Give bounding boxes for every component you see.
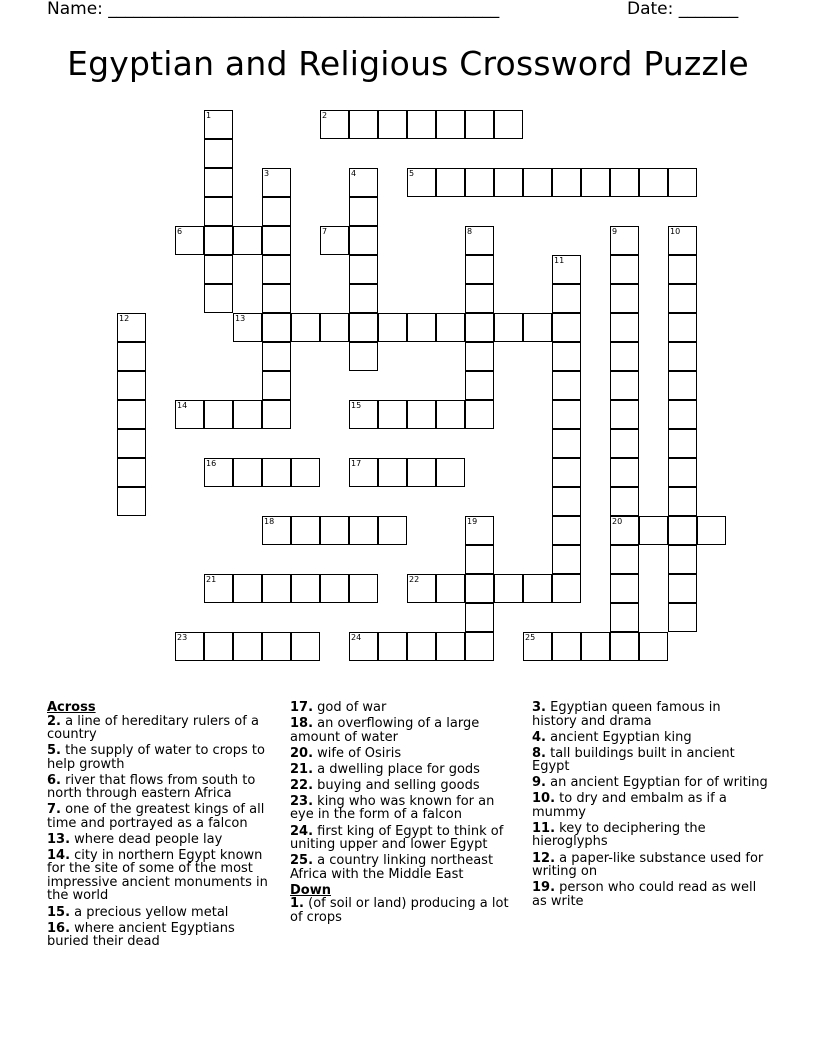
clue-number: 5 [409,169,415,178]
grid-cell[interactable] [581,632,610,661]
grid-cell[interactable] [668,487,697,516]
grid-cell[interactable] [494,110,523,139]
clue-item [47,906,275,920]
grid-cell[interactable] [436,400,465,429]
grid-cell[interactable] [349,110,378,139]
grid-cell[interactable] [378,110,407,139]
grid-cell[interactable] [610,458,639,487]
grid-cell[interactable] [552,545,581,574]
grid-cell[interactable] [639,516,668,545]
grid-cell[interactable] [668,284,697,313]
clue-column-2 [290,701,518,927]
clue-number: 6 [177,227,183,236]
grid-cell[interactable] [610,284,639,313]
grid-cell[interactable] [407,313,436,342]
grid-cell[interactable] [407,110,436,139]
clue-column-3 [532,701,768,911]
grid-cell[interactable] [465,168,494,197]
clue-item-number: 12. [532,850,556,866]
clue-number: 17 [351,459,362,468]
grid-cell[interactable] [117,400,146,429]
grid-cell[interactable] [639,632,668,661]
grid-cell[interactable] [262,342,291,371]
clue-number: 2 [322,111,328,120]
grid-cell[interactable] [552,284,581,313]
grid-cell[interactable] [320,516,349,545]
grid-cell[interactable] [378,632,407,661]
grid-cell[interactable] [552,342,581,371]
clue-item-text: where dead people lay [70,831,223,847]
down-heading: Down [290,882,331,898]
grid-cell[interactable] [378,458,407,487]
grid-cell[interactable] [552,429,581,458]
grid-cell[interactable] [349,313,378,342]
grid-cell[interactable] [465,313,494,342]
clue-number: 1 [206,111,212,120]
grid-cell[interactable] [262,400,291,429]
clue-number: 15 [351,401,362,410]
grid-cell[interactable] [668,168,697,197]
clue-item-text: (of soil or land) producing a lot of crops [290,896,509,925]
clue-item [290,825,518,852]
grid-cell[interactable] [436,574,465,603]
grid-cell[interactable] [233,458,262,487]
clue-item-number: 14. [47,847,71,863]
grid-cell[interactable] [610,487,639,516]
clue-item [532,731,768,745]
clue-column-1 [47,701,275,951]
grid-cell[interactable] [262,197,291,226]
clue-item-number: 6. [47,772,61,788]
clue-item [532,776,768,790]
grid-cell[interactable] [610,574,639,603]
grid-cell[interactable] [436,168,465,197]
clue-item-text: river that flows from south to north through eastern Africa [47,772,256,802]
clue-item-text: to dry and embalm as if a mummy [532,791,727,820]
grid-cell[interactable] [465,371,494,400]
grid-cell[interactable] [349,574,378,603]
clue-number: 8 [467,227,473,236]
grid-cell[interactable] [668,255,697,284]
clue-item-number: 21. [290,761,314,777]
clue-number: 14 [177,401,188,410]
grid-cell[interactable] [291,313,320,342]
clue-item-text: Egyptian queen famous in history and drama [532,700,721,729]
clue-item [532,701,768,728]
clue-item-text: tall buildings built in ancient Egypt [532,745,735,775]
grid-cell[interactable] [552,313,581,342]
grid-cell[interactable] [262,284,291,313]
clue-item [290,779,518,793]
grid-cell[interactable] [610,400,639,429]
grid-cell[interactable] [204,197,233,226]
grid-cell[interactable] [407,458,436,487]
clue-number: 22 [409,575,420,584]
clue-item [47,849,275,903]
clue-item-number: 17. [290,700,314,715]
grid-cell[interactable] [204,139,233,168]
clue-item [532,881,768,908]
clue-item-text: king who was known for an eye in the form of a falcon [290,793,495,823]
clue-number: 7 [322,227,328,236]
grid-cell[interactable] [465,284,494,313]
clue-item [47,715,275,742]
clue-item-number: 18. [290,716,314,732]
date-label[interactable]: Date: _______ [627,0,739,19]
grid-cell[interactable] [668,342,697,371]
grid-cell[interactable] [204,400,233,429]
grid-cell[interactable] [610,545,639,574]
grid-cell[interactable] [117,342,146,371]
grid-cell[interactable] [117,429,146,458]
grid-cell[interactable] [668,516,697,545]
clue-item-text: a dwelling place for gods [313,761,480,777]
grid-cell[interactable] [233,632,262,661]
clue-item [47,833,275,847]
clue-item [290,897,518,924]
grid-cell[interactable] [117,487,146,516]
grid-cell[interactable] [262,632,291,661]
grid-cell[interactable] [610,255,639,284]
clue-item [290,701,518,715]
clue-item-number: 1. [290,896,304,912]
clue-number: 12 [119,314,130,323]
clue-number: 11 [554,256,565,265]
clue-item [532,747,768,774]
grid-cell[interactable] [552,632,581,661]
clue-item [290,763,518,777]
clue-number: 4 [351,169,357,178]
grid-cell[interactable] [320,313,349,342]
grid-cell[interactable] [436,632,465,661]
grid-cell[interactable] [262,574,291,603]
grid-cell[interactable] [668,400,697,429]
clue-item-number: 25. [290,853,314,869]
clue-item-text: a line of hereditary rulers of a country [47,713,259,742]
clue-number: 25 [525,633,536,642]
clue-item-text: where ancient Egyptians buried their dead [47,920,235,950]
grid-cell[interactable] [465,110,494,139]
clue-item-text: person who could read as well as write [532,880,757,909]
clue-item [290,795,518,822]
clue-item-number: 15. [47,904,71,920]
clue-item-number: 16. [47,920,71,936]
grid-cell[interactable] [610,371,639,400]
grid-cell[interactable] [407,400,436,429]
clue-item [532,852,768,879]
grid-cell[interactable] [552,371,581,400]
grid-cell[interactable] [465,400,494,429]
grid-cell[interactable] [465,255,494,284]
clue-item-text: the supply of water to crops to help growth [47,743,265,772]
clue-number: 16 [206,459,217,468]
clue-item-number: 20. [290,745,314,761]
grid-cell[interactable] [668,313,697,342]
grid-cell[interactable] [262,458,291,487]
grid-cell[interactable] [349,197,378,226]
clue-item [47,803,275,830]
grid-cell[interactable] [610,429,639,458]
grid-cell[interactable] [610,632,639,661]
grid-cell[interactable] [204,284,233,313]
grid-cell[interactable] [349,226,378,255]
grid-cell[interactable] [639,168,668,197]
clue-item [290,747,518,761]
clue-item-text: one of the greatest kings of all time and portrayed as a falcon [47,802,265,831]
clue-item-number: 5. [47,743,61,759]
grid-cell[interactable] [494,574,523,603]
clue-item-number: 2. [47,713,61,729]
clue-item [532,792,768,819]
grid-cell[interactable] [291,632,320,661]
grid-cell[interactable] [233,400,262,429]
clue-number: 19 [467,517,478,526]
grid-cell[interactable] [668,545,697,574]
across-heading: Across [47,700,96,715]
grid-cell[interactable] [581,168,610,197]
grid-cell[interactable] [668,574,697,603]
clue-number: 13 [235,314,246,323]
grid-cell[interactable] [436,110,465,139]
clue-item-text: wife of Osiris [313,745,402,761]
clue-item-number: 23. [290,793,314,809]
grid-cell[interactable] [204,632,233,661]
clue-item-number: 8. [532,745,546,761]
grid-cell[interactable] [233,226,262,255]
grid-cell[interactable] [291,516,320,545]
clue-item-number: 11. [532,820,556,836]
grid-cell[interactable] [262,226,291,255]
grid-cell[interactable] [291,458,320,487]
grid-cell[interactable] [668,429,697,458]
clue-item [290,854,518,881]
grid-cell[interactable] [552,574,581,603]
name-label[interactable]: Name: ______________________________________________ [47,0,500,19]
grid-cell[interactable] [204,255,233,284]
clue-number: 23 [177,633,188,642]
grid-cell[interactable] [610,603,639,632]
clue-item-number: 24. [290,823,314,839]
clue-item [47,922,275,949]
clue-item-text: an ancient Egyptian for of writing [545,775,768,791]
grid-cell[interactable] [552,487,581,516]
grid-cell[interactable] [204,168,233,197]
grid-cell[interactable] [233,574,262,603]
grid-cell[interactable] [436,313,465,342]
grid-cell[interactable] [668,603,697,632]
grid-cell[interactable] [436,458,465,487]
grid-cell[interactable] [552,168,581,197]
grid-cell[interactable] [610,168,639,197]
grid-cell[interactable] [668,371,697,400]
clue-item-number: 7. [47,802,61,818]
grid-cell[interactable] [697,516,726,545]
grid-cell[interactable] [117,371,146,400]
clue-number: 9 [612,227,618,236]
grid-cell[interactable] [349,255,378,284]
grid-cell[interactable] [552,400,581,429]
clue-item-number: 13. [47,831,71,847]
clue-item-text: a paper-like substance used for writing on [532,850,764,880]
grid-cell[interactable] [552,516,581,545]
grid-cell[interactable] [349,284,378,313]
clue-item [290,717,518,744]
grid-cell[interactable] [465,342,494,371]
clue-item-text: key to deciphering the hieroglyphs [532,820,706,850]
grid-cell[interactable] [610,342,639,371]
clue-item [532,822,768,849]
clue-number: 3 [264,169,270,178]
clue-item-text: a precious yellow metal [70,904,229,920]
grid-cell[interactable] [523,574,552,603]
grid-cell[interactable] [494,168,523,197]
clue-number: 10 [670,227,681,236]
clue-number: 21 [206,575,217,584]
grid-cell[interactable] [668,458,697,487]
grid-cell[interactable] [320,574,349,603]
grid-cell[interactable] [349,516,378,545]
clue-item-number: 4. [532,729,546,745]
clue-item-text: city in northern Egypt known for the site of some of the most impressive ancient monuments in the world [47,847,268,904]
grid-cell[interactable] [378,400,407,429]
clue-item-number: 9. [532,775,546,791]
clue-number: 24 [351,633,362,642]
grid-cell[interactable] [465,545,494,574]
clue-number: 18 [264,517,275,526]
grid-cell[interactable] [610,313,639,342]
grid-cell[interactable] [378,313,407,342]
clue-number: 20 [612,517,623,526]
grid-cell[interactable] [262,255,291,284]
grid-cell[interactable] [262,313,291,342]
clue-item-number: 3. [532,700,546,715]
grid-cell[interactable] [465,632,494,661]
grid-cell[interactable] [465,574,494,603]
clue-item-text: buying and selling goods [313,777,480,793]
clue-item-text: first king of Egypt to think of uniting upper and lower Egypt [290,823,504,853]
grid-cell[interactable] [407,632,436,661]
grid-cell[interactable] [378,516,407,545]
grid-cell[interactable] [349,342,378,371]
page-title: Egyptian and Religious Crossword Puzzle [67,44,749,83]
grid-cell[interactable] [523,168,552,197]
grid-cell[interactable] [523,313,552,342]
grid-cell[interactable] [552,458,581,487]
clue-item-number: 10. [532,791,556,807]
clue-item-number: 22. [290,777,314,793]
clue-item-number: 19. [532,880,556,896]
grid-cell[interactable] [291,574,320,603]
clue-item [47,744,275,771]
grid-cell[interactable] [494,313,523,342]
clue-item [47,774,275,801]
clue-item-text: a country linking northeast Africa with the Middle East [290,853,494,882]
grid-cell[interactable] [204,226,233,255]
clue-item-text: god of war [313,700,387,715]
clue-item-text: an overflowing of a large amount of water [290,716,480,745]
grid-cell[interactable] [117,458,146,487]
grid-cell[interactable] [262,371,291,400]
grid-cell[interactable] [465,603,494,632]
clue-item-text: ancient Egyptian king [545,729,692,745]
